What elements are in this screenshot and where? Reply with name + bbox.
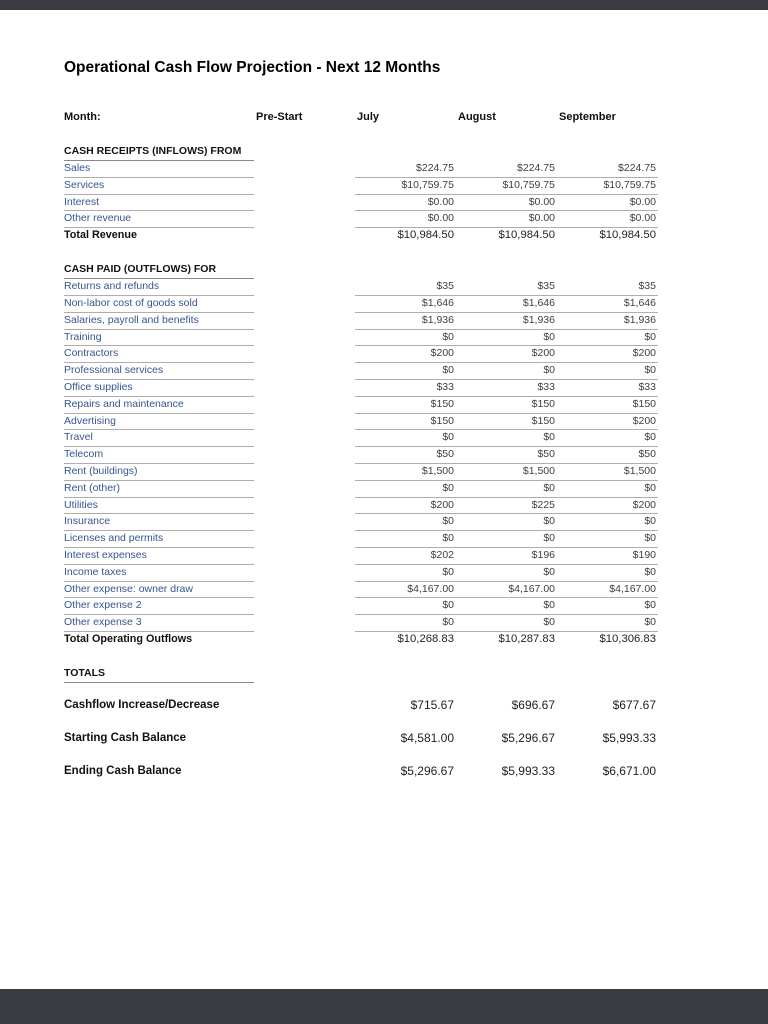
row-label: Cashflow Increase/Decrease <box>64 698 220 711</box>
value-prestart <box>254 480 355 498</box>
data-row <box>64 160 658 177</box>
value-july: $0 <box>442 330 454 343</box>
value-september: $0 <box>644 431 656 444</box>
row-label: Non-labor cost of goods sold <box>64 295 254 313</box>
value-august: $0 <box>543 532 555 545</box>
value-prestart <box>254 429 355 447</box>
value-september: $0 <box>644 599 656 612</box>
value-september: $1,646 <box>623 296 656 309</box>
row-values <box>355 413 658 431</box>
data-row <box>64 480 658 497</box>
value-prestart <box>254 762 355 781</box>
value-august: $0 <box>543 515 555 528</box>
row-label: Rent (other) <box>64 480 254 498</box>
row-values <box>355 227 658 244</box>
value-july: $0 <box>442 481 454 494</box>
value-prestart <box>254 729 355 748</box>
value-september: $0 <box>644 481 656 494</box>
value-august: $224.75 <box>517 162 555 174</box>
value-august: $196 <box>531 548 555 561</box>
row-values <box>355 312 658 330</box>
data-row <box>64 463 658 480</box>
value-july: $33 <box>436 380 454 393</box>
data-row <box>64 194 658 211</box>
value-prestart <box>254 210 355 228</box>
value-september: $200 <box>632 347 656 360</box>
row-label: Sales <box>64 160 254 178</box>
value-july: $4,167.00 <box>407 582 454 595</box>
row-values <box>355 530 658 548</box>
page-title: Operational Cash Flow Projection - Next 12 Months <box>64 59 441 76</box>
month-column-headers <box>355 108 658 126</box>
row-values <box>355 278 658 296</box>
value-prestart <box>254 497 355 515</box>
row-label: Contractors <box>64 345 254 363</box>
value-august: $0 <box>543 364 555 377</box>
value-september: $0 <box>644 565 656 578</box>
totals-heading <box>64 665 658 682</box>
row-label: Professional services <box>64 362 254 380</box>
section-heading-text: CASH RECEIPTS (INFLOWS) FROM <box>64 143 254 161</box>
row-values <box>355 177 658 195</box>
value-september: $1,500 <box>623 464 656 477</box>
row-values <box>355 729 658 748</box>
row-label: Returns and refunds <box>64 278 254 296</box>
row-label: Insurance <box>64 513 254 531</box>
value-september: $6,671.00 <box>602 763 656 778</box>
row-values <box>355 696 658 715</box>
value-prestart <box>254 631 355 648</box>
value-july: $4,581.00 <box>400 730 454 745</box>
value-august: $150 <box>531 414 555 427</box>
value-july: $0 <box>442 616 454 629</box>
value-august: $33 <box>537 380 555 393</box>
value-july: $0 <box>442 431 454 444</box>
row-values <box>355 564 658 582</box>
data-row <box>64 177 658 194</box>
document-page <box>0 10 768 989</box>
row-label: Other revenue <box>64 210 254 228</box>
value-july: $10,984.50 <box>397 229 454 242</box>
row-values <box>355 597 658 615</box>
value-august: $0 <box>543 431 555 444</box>
row-label: Licenses and permits <box>64 530 254 548</box>
row-values <box>355 497 658 515</box>
value-august: $0 <box>543 599 555 612</box>
row-label: Interest expenses <box>64 547 254 565</box>
value-july: $1,936 <box>421 313 454 326</box>
value-prestart <box>254 530 355 548</box>
value-july: $0 <box>442 515 454 528</box>
value-august: $0.00 <box>528 212 555 225</box>
row-label: Salaries, payroll and benefits <box>64 312 254 330</box>
value-august: $1,646 <box>522 296 555 309</box>
data-row <box>64 497 658 514</box>
value-prestart <box>254 379 355 397</box>
value-august: $10,984.50 <box>498 229 555 242</box>
value-july: $224.75 <box>416 162 454 174</box>
data-row <box>64 597 658 614</box>
row-label: Total Operating Outflows <box>64 632 193 645</box>
value-august: $1,936 <box>522 313 555 326</box>
value-august: $10,759.75 <box>502 178 555 191</box>
row-values <box>355 379 658 397</box>
value-prestart <box>254 160 355 178</box>
value-august: $1,500 <box>522 464 555 477</box>
data-row <box>64 446 658 463</box>
value-july: $150 <box>430 397 454 410</box>
value-september: $1,936 <box>623 313 656 326</box>
row-values <box>355 631 658 648</box>
value-july: $35 <box>436 280 454 293</box>
value-prestart <box>254 446 355 464</box>
column-header-prestart: Pre-Start <box>256 111 303 123</box>
value-september: $0 <box>644 616 656 629</box>
row-label: Income taxes <box>64 564 254 582</box>
value-july: $0 <box>442 364 454 377</box>
value-august: $5,296.67 <box>501 730 555 745</box>
section-heading <box>64 261 658 278</box>
value-september: $5,993.33 <box>602 730 656 745</box>
value-july: $0 <box>442 565 454 578</box>
value-july: $150 <box>430 414 454 427</box>
value-august: $0.00 <box>528 195 555 208</box>
value-prestart <box>254 564 355 582</box>
value-prestart <box>254 696 355 715</box>
row-values <box>355 513 658 531</box>
row-values <box>355 463 658 481</box>
grand-total-row <box>64 762 658 781</box>
value-september: $33 <box>638 380 656 393</box>
row-values <box>355 329 658 347</box>
value-september: $0 <box>644 330 656 343</box>
value-september: $0 <box>644 515 656 528</box>
row-values <box>355 429 658 447</box>
row-values <box>355 614 658 632</box>
row-values <box>355 581 658 599</box>
data-row <box>64 278 658 295</box>
value-prestart <box>254 413 355 431</box>
row-label: Telecom <box>64 446 254 464</box>
viewer-bottom-edge <box>0 989 768 1024</box>
data-row <box>64 513 658 530</box>
value-prestart <box>254 513 355 531</box>
value-prestart <box>254 597 355 615</box>
data-row <box>64 564 658 581</box>
value-september: $0.00 <box>629 212 656 225</box>
value-july: $1,500 <box>421 464 454 477</box>
value-july: $200 <box>430 498 454 511</box>
value-july: $5,296.67 <box>400 763 454 778</box>
data-row <box>64 530 658 547</box>
value-prestart <box>254 194 355 212</box>
row-label: Ending Cash Balance <box>64 764 182 777</box>
data-row <box>64 429 658 446</box>
value-prestart <box>254 547 355 565</box>
row-label: Other expense: owner draw <box>64 581 254 599</box>
value-september: $150 <box>632 397 656 410</box>
grand-total-row <box>64 696 658 715</box>
value-september: $677.67 <box>612 697 656 712</box>
value-august: $50 <box>537 448 555 461</box>
row-label: Repairs and maintenance <box>64 396 254 414</box>
value-august: $696.67 <box>511 697 555 712</box>
value-prestart <box>254 329 355 347</box>
row-label: Travel <box>64 429 254 447</box>
data-row <box>64 362 658 379</box>
value-prestart <box>254 177 355 195</box>
value-july: $10,759.75 <box>401 178 454 191</box>
value-september: $0 <box>644 364 656 377</box>
row-label: Total Revenue <box>64 229 137 242</box>
value-july: $200 <box>430 347 454 360</box>
row-label: Office supplies <box>64 379 254 397</box>
value-august: $10,287.83 <box>498 632 555 645</box>
row-label: Rent (buildings) <box>64 463 254 481</box>
value-september: $0 <box>644 532 656 545</box>
value-july: $0 <box>442 599 454 612</box>
row-values <box>355 547 658 565</box>
value-july: $0.00 <box>427 195 454 208</box>
value-august: $200 <box>531 347 555 360</box>
value-august: $5,993.33 <box>501 763 555 778</box>
row-values <box>355 194 658 212</box>
value-september: $224.75 <box>618 162 656 174</box>
value-july: $202 <box>430 548 454 561</box>
data-row <box>64 396 658 413</box>
value-july: $0.00 <box>427 212 454 225</box>
data-row <box>64 295 658 312</box>
value-august: $0 <box>543 330 555 343</box>
row-label: Training <box>64 329 254 347</box>
row-values <box>355 210 658 228</box>
value-prestart <box>254 581 355 599</box>
data-row <box>64 312 658 329</box>
section-total-row <box>64 631 658 648</box>
data-row <box>64 581 658 598</box>
value-september: $200 <box>632 498 656 511</box>
section-heading-text: CASH PAID (OUTFLOWS) FOR <box>64 261 254 279</box>
value-september: $4,167.00 <box>609 582 656 595</box>
data-row <box>64 329 658 346</box>
value-august: $225 <box>531 498 555 511</box>
value-september: $10,306.83 <box>599 632 656 645</box>
section-heading <box>64 143 658 160</box>
value-prestart <box>254 312 355 330</box>
value-july: $715.67 <box>410 697 454 712</box>
value-september: $10,759.75 <box>603 178 656 191</box>
value-september: $0.00 <box>629 195 656 208</box>
row-values <box>355 160 658 178</box>
value-september: $50 <box>638 448 656 461</box>
value-july: $50 <box>436 448 454 461</box>
column-header-august: August <box>458 111 496 123</box>
month-label: Month: <box>64 111 101 123</box>
section-total-row <box>64 227 658 244</box>
value-september: $35 <box>638 280 656 293</box>
column-header-july: July <box>357 111 380 123</box>
data-row <box>64 379 658 396</box>
section-heading-text: TOTALS <box>64 665 254 683</box>
data-row <box>64 345 658 362</box>
value-august: $35 <box>537 280 555 293</box>
value-july: $0 <box>442 532 454 545</box>
data-row <box>64 413 658 430</box>
value-august: $4,167.00 <box>508 582 555 595</box>
value-september: $190 <box>632 548 656 561</box>
value-prestart <box>254 345 355 363</box>
row-label: Other expense 3 <box>64 614 254 632</box>
row-label: Utilities <box>64 497 254 515</box>
viewer-top-edge <box>0 0 768 10</box>
value-prestart <box>254 362 355 380</box>
data-row <box>64 547 658 564</box>
column-header-september: September <box>559 111 616 123</box>
data-row <box>64 210 658 227</box>
cashflow-table <box>64 143 768 781</box>
value-august: $0 <box>543 616 555 629</box>
row-values <box>355 295 658 313</box>
value-july: $10,268.83 <box>397 632 454 645</box>
value-prestart <box>254 396 355 414</box>
value-september: $200 <box>632 414 656 427</box>
value-august: $0 <box>543 565 555 578</box>
row-values <box>355 345 658 363</box>
row-values <box>355 762 658 781</box>
row-values <box>355 480 658 498</box>
grand-total-row <box>64 729 658 748</box>
value-prestart <box>254 227 355 244</box>
row-label: Advertising <box>64 413 254 431</box>
value-september: $10,984.50 <box>599 229 656 242</box>
row-values <box>355 446 658 464</box>
row-label: Starting Cash Balance <box>64 731 187 744</box>
value-prestart <box>254 463 355 481</box>
row-values <box>355 396 658 414</box>
value-august: $0 <box>543 481 555 494</box>
row-label: Services <box>64 177 254 195</box>
row-label: Interest <box>64 194 254 212</box>
value-prestart <box>254 614 355 632</box>
value-july: $1,646 <box>421 296 454 309</box>
value-prestart <box>254 295 355 313</box>
row-values <box>355 362 658 380</box>
table-header-row <box>64 108 658 126</box>
row-label: Other expense 2 <box>64 597 254 615</box>
value-august: $150 <box>531 397 555 410</box>
value-prestart <box>254 278 355 296</box>
data-row <box>64 614 658 631</box>
